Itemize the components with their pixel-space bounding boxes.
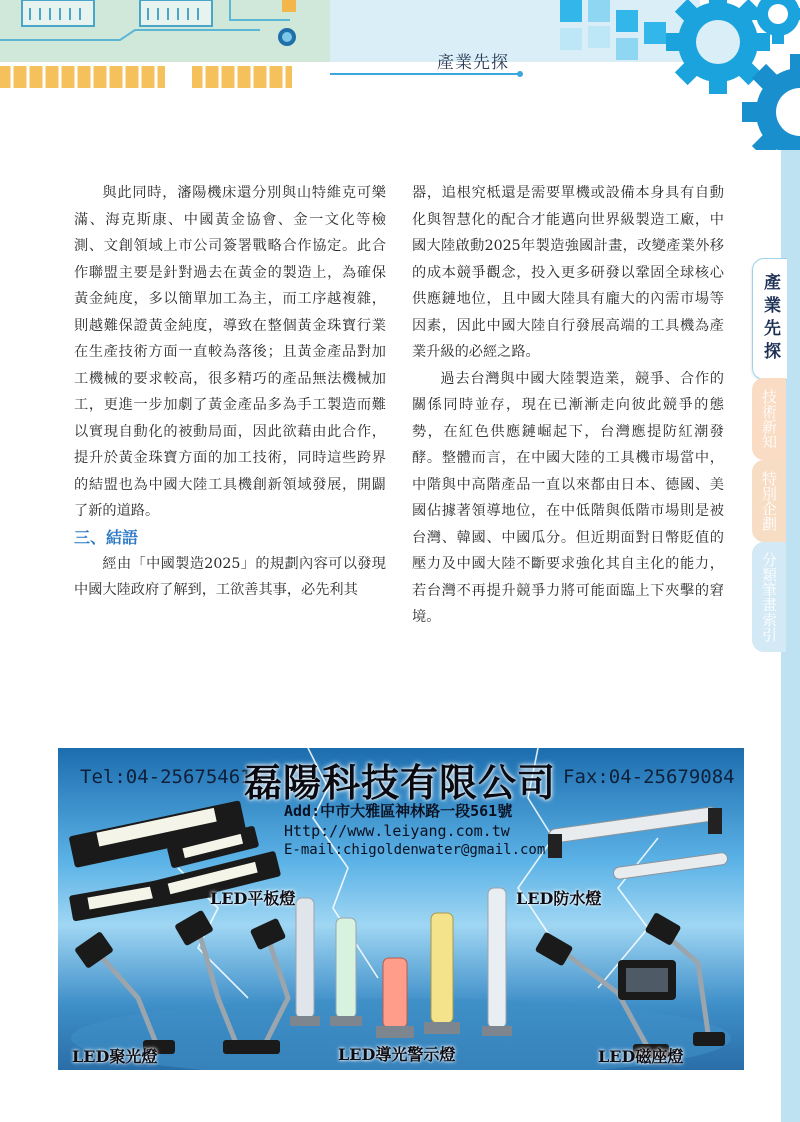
tab-industry-outlook[interactable]: [752, 258, 787, 380]
paragraph: 與此同時，瀋陽機床還分別與山特維克可樂滿、海克斯康、中國黃金協會、金一文化等檢測、文創領域上市公司簽署戰略合作協定。此合作聯盟主要是針對過去在黃金的製造上，為確保黃金純度，多以簡單加工為主，而工序越複雜，則越難保證黃金純度，導致在整個黃金珠寶行業在生產技術方面一直較為落後；且黃金產品對加工機械的要求較高，很多精巧的產品無法機械加工，更進一步加劇了黃金產品多為手工製造而難以實現自動化的被動局面，因此欲藉由此合作，提升於黃金珠寶方面的加工技術，同時這些跨界的結盟也為中國大陸工具機創新領域發展，開闢了新的道路。: [74, 185, 386, 519]
ad-label-waterproof-light: LED防水燈: [516, 889, 602, 908]
tab-stroke-index[interactable]: [752, 542, 786, 652]
ad-label-spot-light: LED聚光燈: [72, 1047, 158, 1066]
tab-label: 分類筆畫索引: [760, 552, 778, 642]
ad-label-magnetic-light: LED磁座燈: [598, 1047, 684, 1066]
ad-company-name: 磊陽科技有限公司: [244, 760, 557, 805]
tab-label: 技術新知: [760, 389, 778, 449]
section-heading: 三、結語: [74, 527, 139, 547]
ad-fax: Fax:04-25679084: [563, 766, 735, 788]
tab-label: 產業先探: [760, 273, 780, 365]
circuit-banner-graphic: [0, 0, 800, 150]
ad-label-panel-light: LED平板燈: [210, 889, 296, 908]
tab-tech-news[interactable]: [752, 378, 786, 460]
paragraph: 器，追根究柢還是需要單機或設備本身具有自動化與智慧化的配合才能邁向世界級製造工廠，中國大陸啟動2025年製造強國計畫，改變產業外移的成本競爭觀念，投入更多研發以鞏固全球核心供應鏈地位，且中國大陸具有龐大的內需市場等因素，因此中國大陸自行發展高端的工具機為產業升級的必經之路。: [412, 185, 724, 360]
header-banner: [0, 0, 800, 100]
tab-label: 特別企劃: [760, 471, 778, 531]
paragraph: 過去台灣與中國大陸製造業，競爭、合作的關係同時並存，現在已漸漸走向彼此競爭的態勢，在紅色供應鏈崛起下，台灣應提防紅潮發酵。整體而言，在中國大陸的工具機市場當中，中階與中高階產品一直以來都由日本、德國、美國佔據著領導地位，在中低階與低階市場則是被台灣、韓國、中國瓜分。但近期面對日幣貶值的壓力及中國大陸不斷要求強化其自主化的能力，若台灣不再提升競爭力將可能面臨上下夾擊的窘境。: [412, 370, 724, 625]
ad-website-link[interactable]: Http://www.leiyang.com.tw: [284, 822, 510, 840]
ad-label-signal-light: LED導光警示燈: [338, 1045, 456, 1064]
led-waterproof-light-icon: [548, 806, 728, 880]
article-column-right: [412, 180, 724, 631]
advertisement[interactable]: [58, 748, 744, 1070]
article-column-left: [74, 180, 386, 604]
paragraph: 經由「中國製造2025」的規劃內容可以發現中國大陸政府了解到，工欲善其事，必先利其: [74, 555, 386, 598]
tab-special-feature[interactable]: [752, 460, 786, 542]
ad-telephone: Tel:04-25675461: [80, 766, 252, 788]
ad-address: Add:中市大雅區神林路一段561號: [284, 802, 513, 820]
ad-email-link[interactable]: E-mail:chigoldenwater@gmail.com: [284, 842, 546, 858]
section-title: 產業先探: [437, 53, 509, 73]
